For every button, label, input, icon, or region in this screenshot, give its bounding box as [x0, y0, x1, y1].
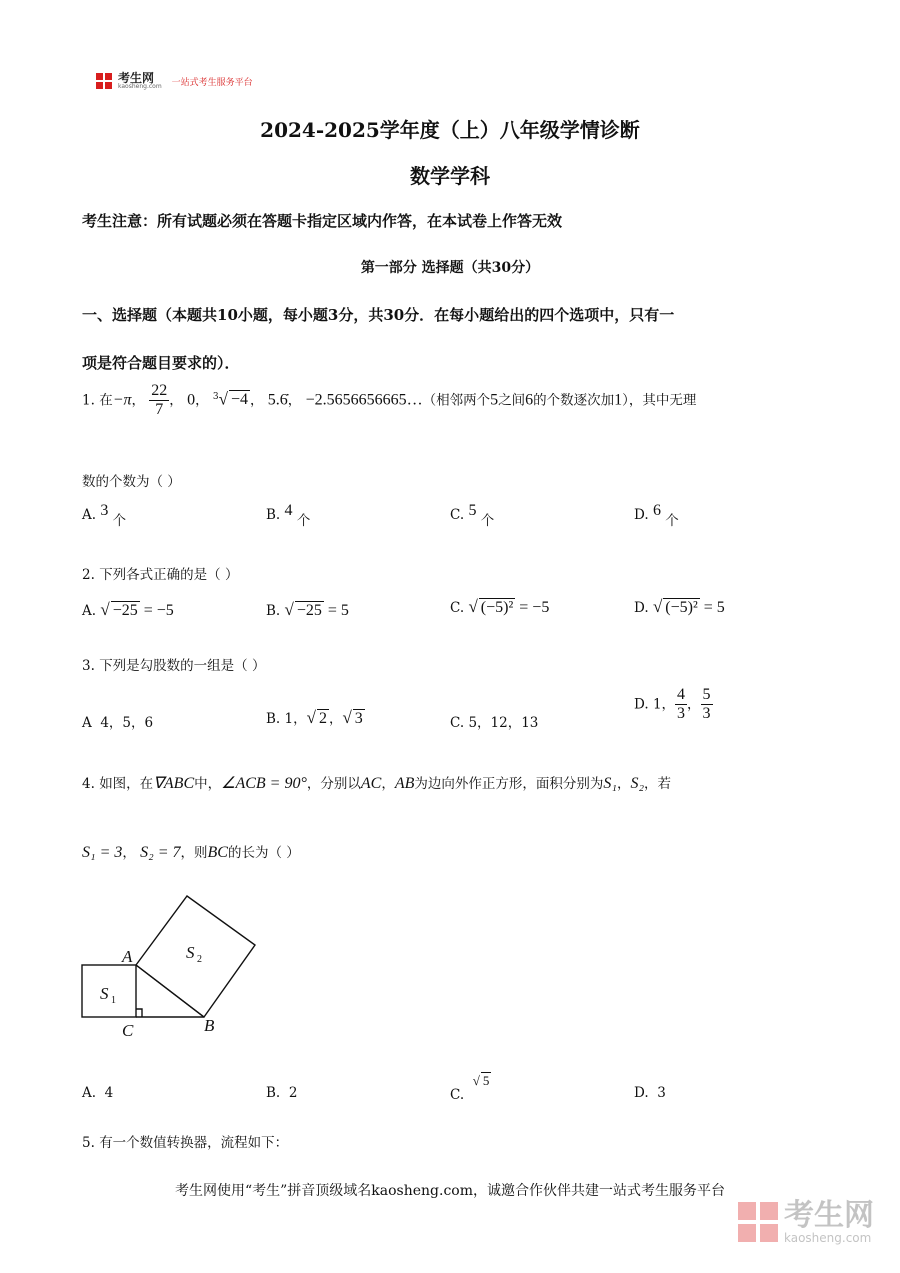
- question-2: 2. 下列各式正确的是（ ）: [82, 567, 239, 583]
- q1-option-a[interactable]: A. 3 个: [82, 502, 127, 529]
- question-3: 3. 下列是勾股数的一组是（ ）: [82, 658, 266, 674]
- q2-option-d[interactable]: D. √ (−5)² = 5: [634, 597, 725, 616]
- exam-notice: 考生注意：所有试题必须在答题卡指定区域内作答，在本试卷上作答无效: [82, 212, 563, 230]
- exam-title: 2024-2025学年度（上）八年级学情诊断: [260, 118, 640, 142]
- question-number: 5.: [82, 1135, 95, 1151]
- label-s1-sub: 1: [111, 995, 116, 1006]
- q4-option-a[interactable]: A. 4: [82, 1085, 114, 1101]
- question-number: 3.: [82, 658, 95, 674]
- footer-text: 考生网使用“考生”拼音顶级域名kaosheng.com，诚邀合作伙伴共建一站式考生服务平台: [174, 1183, 726, 1199]
- part-title: 第一部分 选择题（共30分）: [360, 260, 540, 276]
- q1-option-d[interactable]: D. 6 个: [634, 502, 679, 529]
- right-angle-mark: [136, 1009, 142, 1017]
- q4-option-b[interactable]: B. 2: [266, 1085, 298, 1101]
- label-s2-sub: 2: [197, 954, 202, 965]
- question-1-line2: 数的个数为（ ）: [82, 474, 181, 490]
- label-s2: S: [186, 943, 195, 962]
- label-s1: S: [100, 984, 109, 1003]
- square-s1: [82, 965, 136, 1017]
- question-5: 5. 有一个数值转换器，流程如下：: [82, 1135, 289, 1151]
- q4-figure: [70, 888, 270, 1048]
- q3-option-a[interactable]: A 4，5，6: [82, 715, 154, 731]
- q4-option-c[interactable]: C. √ 5: [450, 1073, 490, 1103]
- label-b: B: [204, 1016, 215, 1035]
- q2-option-a[interactable]: A. √ −25 = −5: [82, 600, 174, 619]
- section-heading-line2: 项是符合题目要求的）．: [82, 354, 240, 372]
- logo-url: kaosheng.com: [118, 83, 162, 90]
- watermark-icon: [738, 1202, 778, 1242]
- logo-icon: [96, 73, 112, 89]
- q3-option-c[interactable]: C. 5，12，13: [450, 715, 539, 731]
- exam-subject: 数学学科: [410, 164, 490, 188]
- question-1: 1. 在−π， $\frac{22}{7}$ ， 0， $^3$√ −4 ， 5.6̇， −2.5656656665…（相邻两个5之间6的个数逐次加1），其中无理: [82, 382, 697, 419]
- watermark-logo: 考生网 kaosheng.com: [738, 1200, 874, 1244]
- radical-icon: √: [218, 389, 228, 409]
- q2-option-b[interactable]: B. √ −25 = 5: [266, 600, 349, 619]
- site-logo: [96, 72, 253, 90]
- q3-option-b[interactable]: B. 1，√ 2 ，√ 3: [266, 708, 363, 727]
- question-4-line2: S₁ = 3， S₂ = 7，则BC的长为（ ）: [82, 844, 300, 861]
- q3-option-d[interactable]: D. 1， $\frac{4}{3}$ ， $\frac{5}{3}$: [634, 686, 711, 723]
- label-c: C: [122, 1021, 134, 1040]
- q1-option-b[interactable]: B. 4 个: [266, 502, 311, 529]
- q1-option-c[interactable]: C. 5 个: [450, 502, 495, 529]
- question-number: 2.: [82, 567, 95, 583]
- logo-slogan: 一站式考生服务平台: [171, 77, 253, 88]
- question-number: 1.: [82, 392, 95, 409]
- label-a: A: [122, 947, 133, 966]
- q4-option-d[interactable]: D. 3: [634, 1085, 666, 1101]
- hypotenuse-ab: [136, 965, 204, 1017]
- square-s2: [136, 896, 255, 1017]
- question-4: 4. 如图，在∇ABC中，∠ACB = 90°，分别以AC，AB为边向外作正方形，面积分别为S₁，S₂，若: [82, 775, 671, 792]
- question-number: 4.: [82, 776, 95, 792]
- fraction-22-7: $\frac{22}{7}$: [151, 382, 168, 419]
- section-heading-line1: 一、选择题（本题共10小题，每小题3分，共30分．在每小题给出的四个选项中，只有一: [82, 306, 675, 324]
- q2-option-c[interactable]: C. √ (−5)² = −5: [450, 597, 550, 616]
- logo-name: 考生网: [118, 71, 155, 85]
